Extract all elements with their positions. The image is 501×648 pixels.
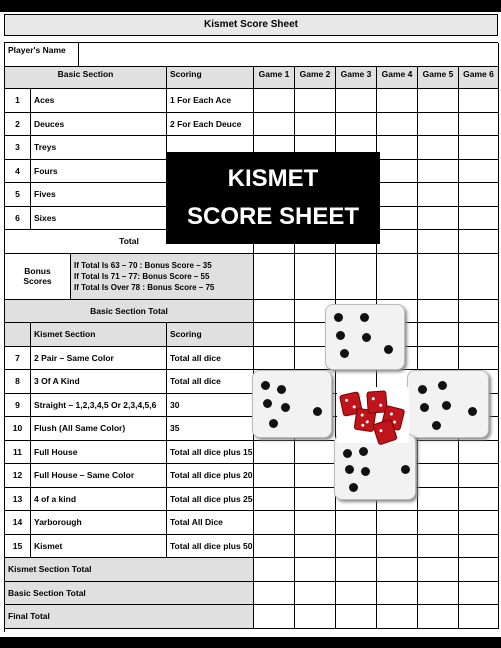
basic-row-4-game-4-cell[interactable] — [377, 160, 418, 184]
footer-row-2-game-3-cell[interactable] — [336, 582, 377, 606]
dice-top-icon — [325, 304, 405, 370]
basic-row-scoring: 1 For Each Ace — [167, 89, 254, 113]
footer-row-2-game-5-cell[interactable] — [418, 582, 459, 606]
footer-row-3-game-3-cell[interactable] — [336, 605, 377, 629]
game-4-header: Game 4 — [377, 67, 418, 89]
basic-row-5-game-6-cell[interactable] — [459, 183, 499, 207]
kismet-row-7-game-6-cell[interactable] — [459, 347, 499, 371]
kismet-header-spacer — [5, 323, 31, 347]
basic-row-name: Treys — [31, 136, 167, 160]
dice-right-icon — [407, 370, 489, 438]
footer-row-label: Final Total — [5, 605, 254, 629]
basic-row-1-game-6-cell[interactable] — [459, 89, 499, 113]
kismet-row-13-game-5-cell[interactable] — [418, 488, 459, 512]
footer-row-3-game-6-cell[interactable] — [459, 605, 499, 629]
bonus-row-game-4-cell[interactable] — [377, 254, 418, 300]
basic-row-3-game-4-cell[interactable] — [377, 136, 418, 160]
kismet-row-11-game-5-cell[interactable] — [418, 441, 459, 465]
basic-section-total-label: Basic Section Total — [5, 300, 254, 324]
bonus-row-game-1-cell[interactable] — [254, 254, 295, 300]
kismet-row-13-game-2-cell[interactable] — [295, 488, 336, 512]
total-row-game-5-cell[interactable] — [418, 230, 459, 254]
kismet-row-12-game-6-cell[interactable] — [459, 464, 499, 488]
row-number: 2 — [5, 113, 31, 137]
basic-row-5-game-5-cell[interactable] — [418, 183, 459, 207]
footer-row-1-game-2-cell[interactable] — [295, 558, 336, 582]
row-number: 5 — [5, 183, 31, 207]
basic-row-2-game-2-cell[interactable] — [295, 113, 336, 137]
basic-row-4-game-5-cell[interactable] — [418, 160, 459, 184]
row-number: 11 — [5, 441, 31, 465]
kismet-row-name: Yarborough — [31, 511, 167, 535]
kismet-scoring-header: Scoring — [167, 323, 254, 347]
kismet-row-name: Full House — [31, 441, 167, 465]
bonus-rules — [71, 254, 254, 300]
footer-row-2-game-1-cell[interactable] — [254, 582, 295, 606]
kismet-row-scoring: Total all dice — [167, 370, 254, 394]
player-name-field[interactable] — [79, 43, 499, 67]
kismet-row-13-game-1-cell[interactable] — [254, 488, 295, 512]
row-number: 12 — [5, 464, 31, 488]
kismet-row-name: Kismet — [31, 535, 167, 559]
game-1-header: Game 1 — [254, 67, 295, 89]
kismet-row-scoring: Total All Dice — [167, 511, 254, 535]
kismet-header-row-game-6-cell[interactable] — [459, 323, 499, 347]
basic-row-1-game-4-cell[interactable] — [377, 89, 418, 113]
kismet-row-12-game-2-cell[interactable] — [295, 464, 336, 488]
row-number: 8 — [5, 370, 31, 394]
total-row-game-4-cell[interactable] — [377, 230, 418, 254]
footer-row-label: Basic Section Total — [5, 582, 254, 606]
row-number: 13 — [5, 488, 31, 512]
basic-row-2-game-5-cell[interactable] — [418, 113, 459, 137]
score-sheet — [4, 14, 498, 634]
kismet-row-14-game-3-cell[interactable] — [336, 511, 377, 535]
kismet-row-scoring: Total all dice plus 25 — [167, 488, 254, 512]
kismet-row-scoring: 35 — [167, 417, 254, 441]
basic-row-name: Fives — [31, 183, 167, 207]
kismet-row-15-game-5-cell[interactable] — [418, 535, 459, 559]
kismet-header-row-game-5-cell[interactable] — [418, 323, 459, 347]
basic-row-3-game-6-cell[interactable] — [459, 136, 499, 160]
basic-row-2-game-3-cell[interactable] — [336, 113, 377, 137]
footer-row-1-game-4-cell[interactable] — [377, 558, 418, 582]
kismet-row-14-game-6-cell[interactable] — [459, 511, 499, 535]
kismet-row-14-game-2-cell[interactable] — [295, 511, 336, 535]
scoring-header: Scoring — [167, 67, 254, 89]
footer-row-2-game-2-cell[interactable] — [295, 582, 336, 606]
kismet-row-15-game-3-cell[interactable] — [336, 535, 377, 559]
kismet-row-scoring: Total all dice — [167, 347, 254, 371]
row-number: 10 — [5, 417, 31, 441]
bonus-row-game-2-cell[interactable] — [295, 254, 336, 300]
kismet-row-name: Straight – 1,2,3,4,5 Or 2,3,4,5,6 — [31, 394, 167, 418]
basic-section-total-row-game-6-cell[interactable] — [459, 300, 499, 324]
footer-row-3-game-1-cell[interactable] — [254, 605, 295, 629]
bonus-rule-line: If Total Is 63 – 70 : Bonus Score – 35 — [74, 260, 212, 270]
basic-row-2-game-6-cell[interactable] — [459, 113, 499, 137]
game-2-header: Game 2 — [295, 67, 336, 89]
basic-row-name: Aces — [31, 89, 167, 113]
row-number: 9 — [5, 394, 31, 418]
bonus-label-line: Bonus — [24, 266, 51, 276]
footer-row-1-game-1-cell[interactable] — [254, 558, 295, 582]
kismet-row-15-game-1-cell[interactable] — [254, 535, 295, 559]
basic-row-5-game-4-cell[interactable] — [377, 183, 418, 207]
player-name-label: Player's Name — [5, 43, 79, 67]
kismet-row-14-game-5-cell[interactable] — [418, 511, 459, 535]
basic-row-1-game-5-cell[interactable] — [418, 89, 459, 113]
bonus-row-game-3-cell[interactable] — [336, 254, 377, 300]
kismet-row-14-game-4-cell[interactable] — [377, 511, 418, 535]
basic-row-6-game-6-cell[interactable] — [459, 207, 499, 231]
top-border-bar — [0, 0, 501, 12]
basic-row-2-game-4-cell[interactable] — [377, 113, 418, 137]
kismet-row-scoring: 30 — [167, 394, 254, 418]
footer-row-3-game-4-cell[interactable] — [377, 605, 418, 629]
kismet-row-7-game-5-cell[interactable] — [418, 347, 459, 371]
kismet-row-scoring: Total all dice plus 20 — [167, 464, 254, 488]
footer-row-label: Kismet Section Total — [5, 558, 254, 582]
basic-row-name: Sixes — [31, 207, 167, 231]
row-number: 3 — [5, 136, 31, 160]
bonus-row-game-6-cell[interactable] — [459, 254, 499, 300]
kismet-row-7-game-1-cell[interactable] — [254, 347, 295, 371]
bottom-border-bar — [0, 637, 501, 648]
kismet-row-scoring: Total all dice plus 15 — [167, 441, 254, 465]
page-title: Kismet Score Sheet — [4, 14, 498, 36]
footer-row-1-game-3-cell[interactable] — [336, 558, 377, 582]
banner-line-1: KISMET — [227, 165, 319, 192]
kismet-section-header: Kismet Section — [31, 323, 167, 347]
total-row-game-6-cell[interactable] — [459, 230, 499, 254]
kismet-row-14-game-1-cell[interactable] — [254, 511, 295, 535]
basic-row-scoring: 2 For Each Deuce — [167, 113, 254, 137]
footer-row-1-game-6-cell[interactable] — [459, 558, 499, 582]
basic-section-header: Basic Section — [5, 67, 167, 89]
kismet-row-name: Full House – Same Color — [31, 464, 167, 488]
row-number: 1 — [5, 89, 31, 113]
footer-row-3-game-5-cell[interactable] — [418, 605, 459, 629]
kismet-row-name: Flush (All Same Color) — [31, 417, 167, 441]
basic-row-2-game-1-cell[interactable] — [254, 113, 295, 137]
basic-row-1-game-2-cell[interactable] — [295, 89, 336, 113]
footer-row-2-game-4-cell[interactable] — [377, 582, 418, 606]
footer-row-3-game-2-cell[interactable] — [295, 605, 336, 629]
kismet-header-row-game-1-cell[interactable] — [254, 323, 295, 347]
dice-bottom-icon — [334, 434, 416, 500]
footer-row-2-game-6-cell[interactable] — [459, 582, 499, 606]
basic-section-total-row-game-1-cell[interactable] — [254, 300, 295, 324]
dice-left-icon — [252, 370, 332, 438]
basic-row-1-game-3-cell[interactable] — [336, 89, 377, 113]
basic-row-6-game-4-cell[interactable] — [377, 207, 418, 231]
basic-row-4-game-6-cell[interactable] — [459, 160, 499, 184]
basic-row-6-game-5-cell[interactable] — [418, 207, 459, 231]
kismet-row-12-game-1-cell[interactable] — [254, 464, 295, 488]
footer-row-1-game-5-cell[interactable] — [418, 558, 459, 582]
kismet-row-15-game-4-cell[interactable] — [377, 535, 418, 559]
kismet-row-scoring: Total all dice plus 50 — [167, 535, 254, 559]
red-dice-icon — [337, 387, 409, 443]
basic-row-1-game-1-cell[interactable] — [254, 89, 295, 113]
kismet-row-12-game-5-cell[interactable] — [418, 464, 459, 488]
bonus-rule-line: If Total Is 71 – 77: Bonus Score – 55 — [74, 271, 210, 281]
row-number: 6 — [5, 207, 31, 231]
bonus-label-line: Scores — [23, 276, 52, 286]
kismet-row-name: 4 of a kind — [31, 488, 167, 512]
kismet-row-name: 3 Of A Kind — [31, 370, 167, 394]
basic-row-name: Deuces — [31, 113, 167, 137]
kismet-banner — [166, 152, 380, 244]
kismet-row-11-game-2-cell[interactable] — [295, 441, 336, 465]
row-number: 7 — [5, 347, 31, 371]
bonus-row-game-5-cell[interactable] — [418, 254, 459, 300]
game-6-header: Game 6 — [459, 67, 499, 89]
kismet-row-name: 2 Pair – Same Color — [31, 347, 167, 371]
banner-line-2: SCORE SHEET — [186, 203, 360, 230]
kismet-row-15-game-6-cell[interactable] — [459, 535, 499, 559]
kismet-row-11-game-1-cell[interactable] — [254, 441, 295, 465]
basic-row-name: Fours — [31, 160, 167, 184]
bonus-rule-line: If Total Is Over 78 : Bonus Score – 75 — [74, 282, 215, 292]
row-number: 4 — [5, 160, 31, 184]
bonus-scores-label — [5, 254, 71, 300]
basic-row-3-game-5-cell[interactable] — [418, 136, 459, 160]
kismet-row-11-game-6-cell[interactable] — [459, 441, 499, 465]
game-3-header: Game 3 — [336, 67, 377, 89]
kismet-row-15-game-2-cell[interactable] — [295, 535, 336, 559]
game-5-header: Game 5 — [418, 67, 459, 89]
total-label: Total — [5, 230, 254, 254]
score-table — [4, 42, 498, 632]
row-number: 14 — [5, 511, 31, 535]
row-number: 15 — [5, 535, 31, 559]
basic-section-total-row-game-5-cell[interactable] — [418, 300, 459, 324]
kismet-row-13-game-6-cell[interactable] — [459, 488, 499, 512]
